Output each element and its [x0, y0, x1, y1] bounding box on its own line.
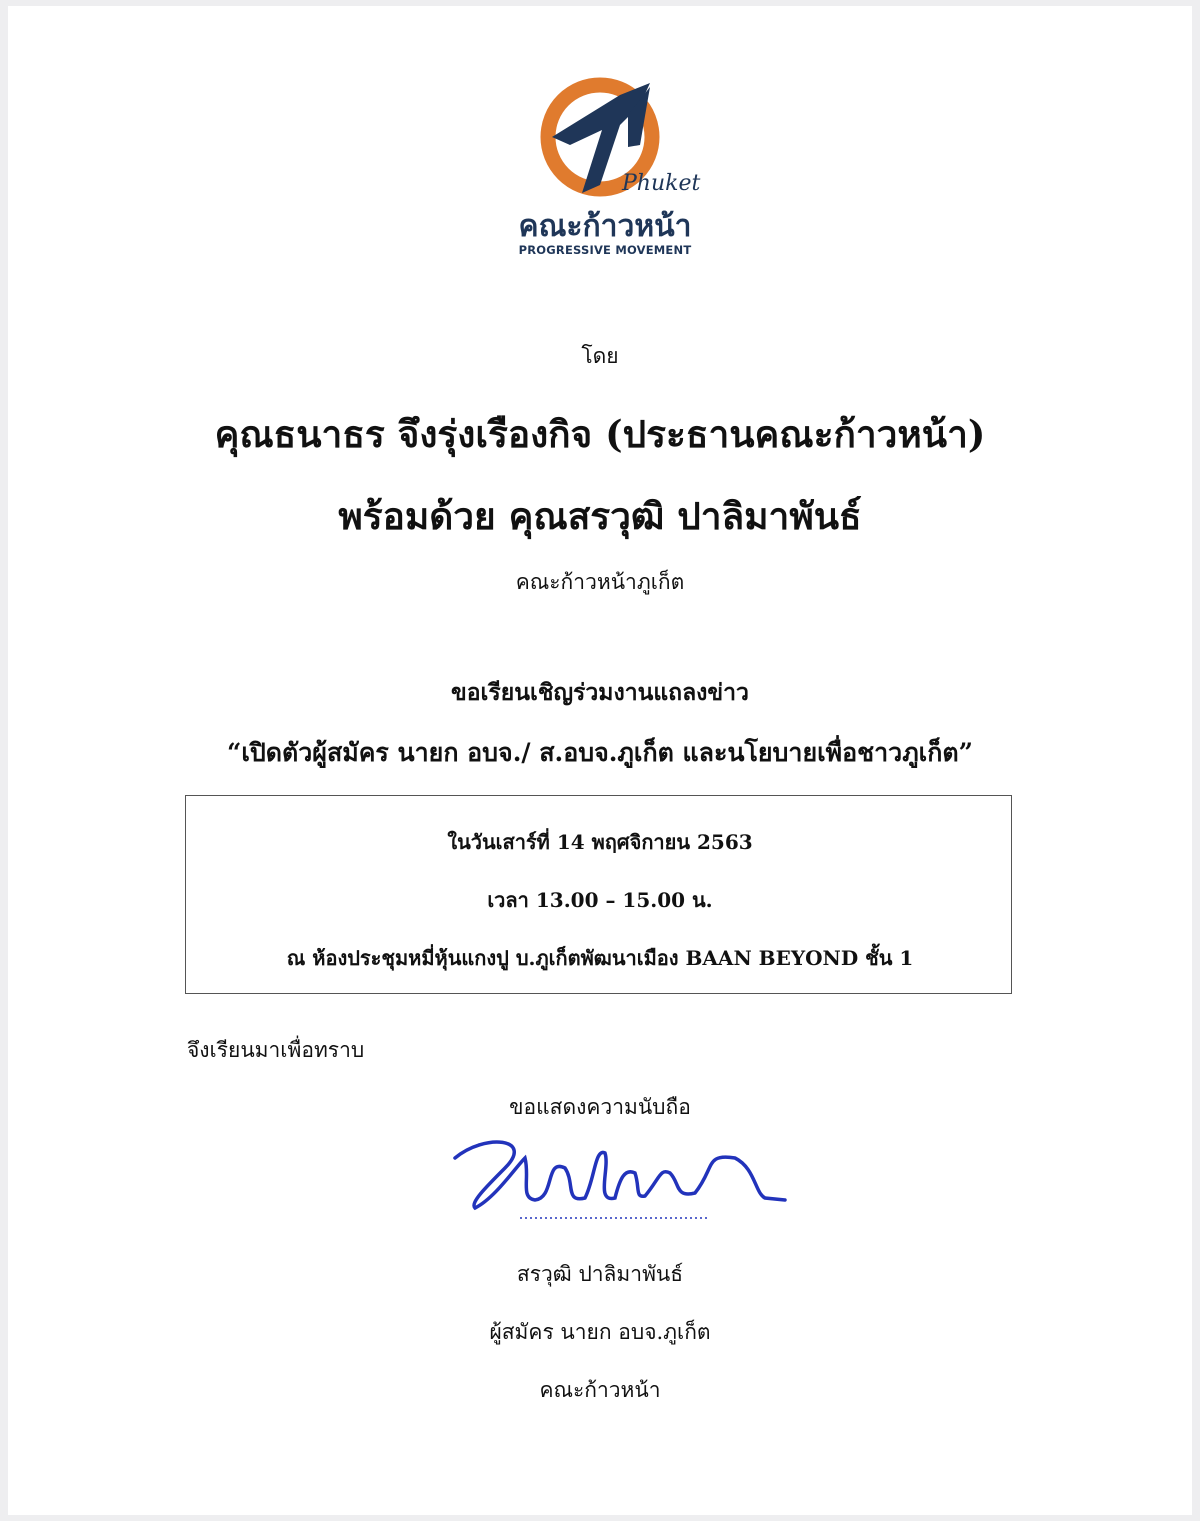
- closing-notice: จึงเรียนมาเพื่อทราบ: [187, 1038, 365, 1062]
- signature-icon: [445, 1128, 795, 1238]
- org-line: คณะก้าวหน้าภูเก็ต: [515, 570, 685, 594]
- signer-role: ผู้สมัคร นายก อบจ.ภูเก็ต: [489, 1320, 711, 1344]
- by-label: โดย: [581, 344, 619, 368]
- event-date: ในวันเสาร์ที่ 14 พฤศจิกายน 2563: [447, 830, 753, 854]
- invitation-intro: ขอเรียนเชิญร่วมงานแถลงข่าว: [451, 679, 749, 706]
- event-time: เวลา 13.00 – 15.00 น.: [487, 888, 713, 912]
- logo-name-en: PROGRESSIVE MOVEMENT: [518, 243, 692, 257]
- signer-name: สรวุฒิ ปาลิมาพันธ์: [516, 1262, 684, 1286]
- host-line: คุณธนาธร จึงรุ่งเรืองกิจ (ประธานคณะก้าวหน้า): [214, 412, 986, 456]
- regards: ขอแสดงความนับถือ: [509, 1095, 691, 1119]
- signer-org: คณะก้าวหน้า: [539, 1378, 661, 1402]
- with-line: พร้อมด้วย คุณสรวุฒิ ปาลิมาพันธ์: [338, 494, 862, 538]
- logo-region: Phuket: [622, 171, 701, 196]
- party-logo: [500, 75, 710, 265]
- invitation-title: “เปิดตัวผู้สมัคร นายก อบจ./ ส.อบจ.ภูเก็ต และนโยบายเพื่อชาวภูเก็ต”: [227, 738, 973, 767]
- logo-name-th: คณะก้าวหน้า: [518, 209, 692, 244]
- event-place: ณ ห้องประชุมหมี่หุ้นแกงปู บ.ภูเก็ตพัฒนาเมือง BAAN BEYOND ชั้น 1: [286, 946, 914, 970]
